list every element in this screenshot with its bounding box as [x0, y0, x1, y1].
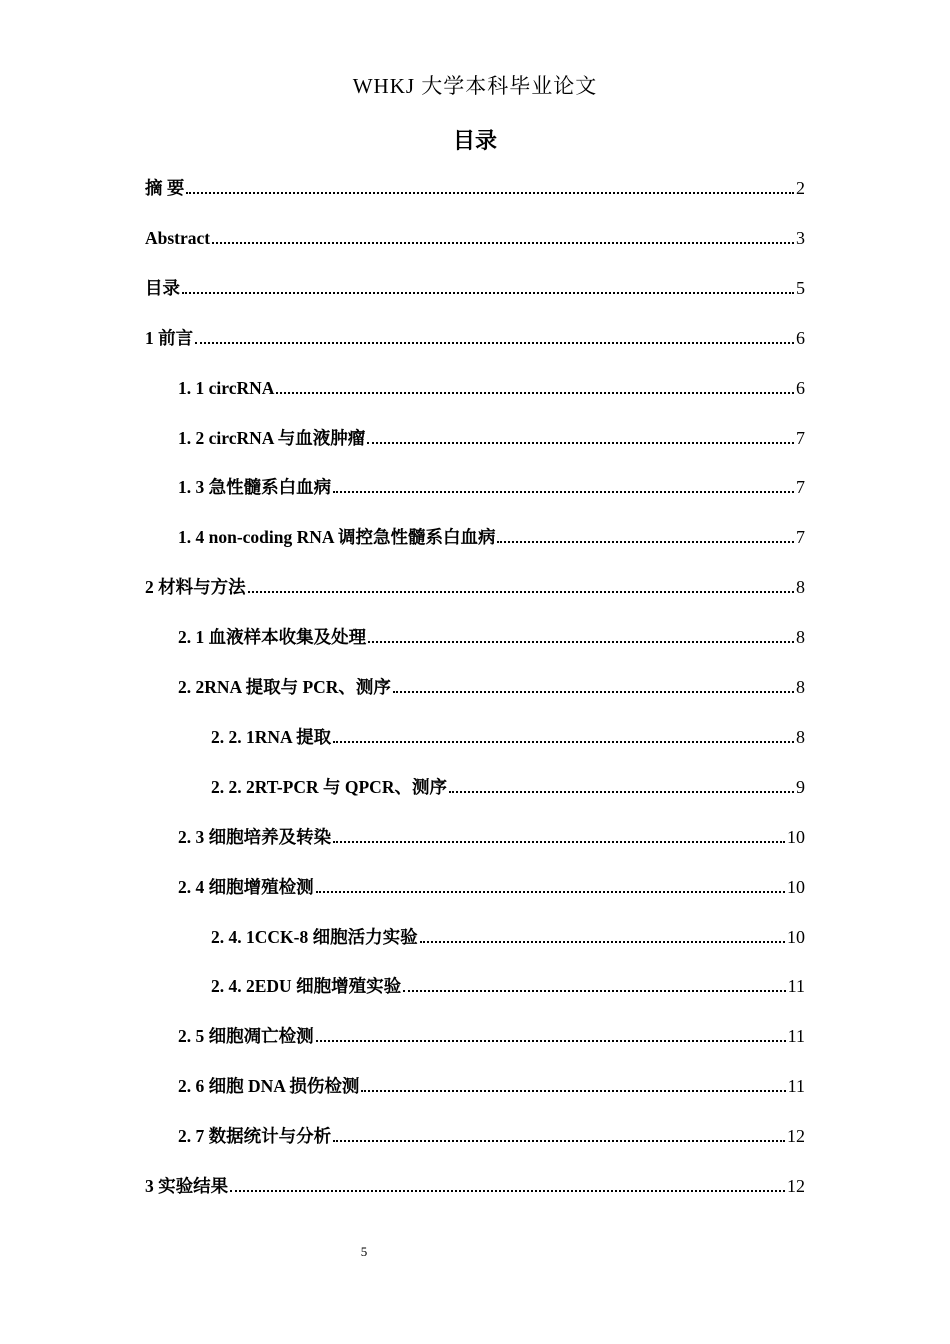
toc-dot-leader: [367, 442, 794, 444]
toc-dot-leader: [182, 292, 794, 294]
toc-entry-label: 3 实验结果: [145, 1176, 229, 1196]
toc-dot-leader: [420, 941, 785, 943]
toc-entry-page: 10: [787, 876, 805, 897]
header-rule: [146, 106, 804, 107]
toc-dot-leader: [497, 541, 794, 543]
toc-entry[interactable]: [178, 1070, 805, 1098]
toc-dot-leader: [361, 1090, 785, 1092]
toc-entry-page: 8: [796, 677, 805, 697]
toc-entry-page: 8: [796, 627, 805, 648]
toc-entry-page: 10: [787, 826, 805, 847]
toc-entry[interactable]: [211, 921, 805, 949]
toc-entry-label: 2. 4. 2EDU 细胞增殖实验: [211, 976, 402, 997]
toc-entry-label: 1. 1 circRNA: [178, 377, 275, 398]
toc-entry-label: 2. 4 细胞增殖检测: [178, 876, 314, 897]
toc-dot-leader: [212, 242, 794, 244]
toc-entry[interactable]: [211, 771, 805, 799]
toc-dot-leader: [248, 591, 794, 593]
toc-entry-page: 10: [787, 926, 805, 947]
toc-entry-label: 目录: [145, 277, 180, 298]
toc-entry[interactable]: [145, 1170, 805, 1198]
toc-entry-page: 12: [787, 1176, 805, 1196]
toc-entry-label: 2. 4. 1CCK-8 细胞活力实验: [211, 926, 418, 947]
toc-entry-label: 1 前言: [145, 327, 194, 348]
toc-entry-page: 8: [796, 577, 805, 598]
toc-entry[interactable]: [178, 821, 805, 849]
running-header: WHKJ 大学本科毕业论文: [352, 74, 598, 98]
toc-entry-label: 摘 要: [145, 178, 185, 198]
toc-entry[interactable]: [178, 1020, 805, 1048]
toc-entry-page: 2: [796, 178, 805, 198]
toc-entry-page: 12: [787, 1126, 805, 1147]
toc-entry[interactable]: [145, 571, 805, 599]
toc-entry[interactable]: [178, 422, 805, 450]
toc-entry-label: 2. 2. 2RT-PCR 与 QPCR、测序: [211, 776, 447, 797]
toc-entry-label: 1. 2 circRNA 与血液肿瘤: [178, 427, 366, 448]
toc-entry[interactable]: [178, 1120, 805, 1148]
toc-entry[interactable]: [145, 222, 805, 250]
toc-entry-label: 2. 3 细胞培养及转染: [178, 826, 332, 847]
toc-entry-label: 2. 6 细胞 DNA 损伤检测: [178, 1076, 360, 1097]
toc-dot-leader: [276, 392, 794, 394]
toc-dot-leader: [403, 990, 786, 992]
toc-entry-page: 7: [796, 427, 805, 448]
toc-dot-leader: [333, 841, 785, 843]
toc-entry[interactable]: [178, 521, 805, 549]
toc-entry-page: 5: [796, 277, 805, 298]
toc-entry-page: 7: [796, 527, 805, 548]
toc-entry-page: 6: [796, 327, 805, 348]
toc-dot-leader: [230, 1190, 785, 1192]
toc-entry-page: 9: [796, 776, 805, 797]
toc-entry-page: 3: [796, 227, 805, 248]
toc-dot-leader: [316, 891, 785, 893]
toc-entry[interactable]: [211, 721, 805, 749]
toc-dot-leader: [316, 1040, 786, 1042]
toc-entry-page: 11: [787, 1076, 805, 1097]
toc-entry-label: Abstract: [145, 227, 211, 248]
toc-entry-page: 11: [787, 1026, 805, 1047]
toc-entry-page: 11: [787, 976, 805, 997]
toc-dot-leader: [368, 641, 794, 643]
toc-dot-leader: [186, 192, 794, 194]
toc-dot-leader: [195, 342, 794, 344]
toc-entry-label: 1. 4 non-coding RNA 调控急性髓系白血病: [178, 527, 496, 548]
toc-entry-page: 6: [796, 377, 805, 398]
toc-entry[interactable]: [145, 172, 805, 200]
toc-entry[interactable]: [178, 621, 805, 649]
toc-title: 目录: [452, 129, 497, 154]
toc-entry-page: 7: [796, 477, 805, 498]
toc-entry[interactable]: [178, 372, 805, 400]
toc-entry[interactable]: [145, 322, 805, 350]
toc-entry[interactable]: [145, 272, 805, 300]
toc-entry-label: 2. 2RNA 提取与 PCR、测序: [178, 677, 391, 697]
toc-entry[interactable]: [178, 671, 805, 699]
toc-entry[interactable]: [178, 871, 805, 899]
toc-entry-label: 2. 7 数据统计与分析: [178, 1126, 332, 1147]
toc-dot-leader: [333, 491, 794, 493]
toc-entry[interactable]: [211, 970, 805, 998]
toc-dot-leader: [333, 741, 794, 743]
toc-entry-label: 2. 1 血液样本收集及处理: [178, 627, 367, 648]
toc-entry[interactable]: [178, 471, 805, 499]
toc-entry-label: 2 材料与方法: [145, 577, 246, 598]
toc-entry-page: 8: [796, 726, 805, 747]
toc-dot-leader: [333, 1140, 785, 1142]
toc-dot-leader: [449, 791, 794, 793]
page-number: 5: [360, 1244, 368, 1259]
toc-dot-leader: [393, 691, 794, 693]
toc-entry-label: 2. 5 细胞凋亡检测: [178, 1026, 314, 1047]
toc-entry-label: 2. 2. 1RNA 提取: [211, 726, 332, 747]
toc-entry-label: 1. 3 急性髓系白血病: [178, 477, 332, 498]
